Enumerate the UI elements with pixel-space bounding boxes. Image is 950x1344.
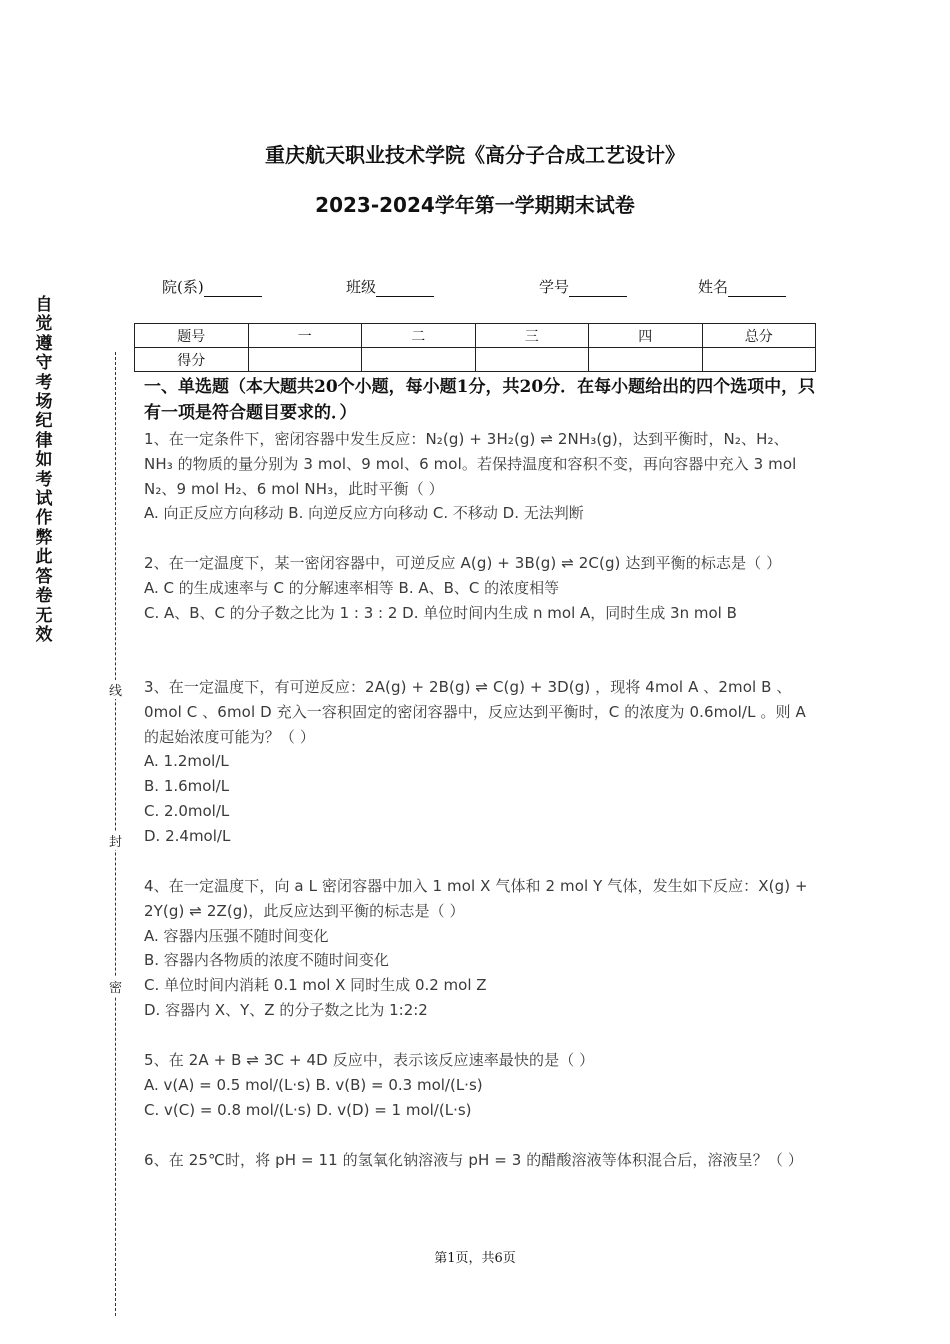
score-table-cell: 二 [362,324,476,348]
question-3 [144,675,816,849]
question-option: B. 容器内各物质的浓度不随时间变化 [144,951,389,970]
question-2 [144,551,816,625]
name-field [698,276,786,297]
question-option: C. A、B、C 的分子数之比为 1 : 3 : 2 D. 单位时间内生成 n mol A，同时生成 3n mol B [144,603,737,622]
student-id-label: 学号 [539,278,570,296]
question-option: A. 1.2mol/L [144,752,229,771]
score-table-cell: 总分 [702,324,816,348]
question-4 [144,874,816,1023]
question-option: B. 1.6mol/L [144,777,230,796]
name-label: 姓名 [698,278,729,296]
binding-mark-line: 线 [107,680,124,699]
question-option: C. v(C) = 0.8 mol/(L·s) D. v(D) = 1 mol/(L·s) [144,1100,472,1119]
score-table-header-row [135,324,816,348]
sidebar-warning: 自觉遵守考场纪律如考试作弊此答卷无效 [35,295,53,645]
name-blank [728,280,786,297]
score-input-cell [702,348,816,372]
score-input-cell [589,348,703,372]
question-stem: 2、在一定温度下，某一密闭容器中，可逆反应 A(g) + 3B(g) ⇌ 2C(g) 达到平衡的标志是（ ） [144,554,782,572]
section-heading: 一、单选题（本大题共20个小题，每小题1分，共20分．在每小题给出的四个选项中，只有一项是符合题目要求的．） [144,377,816,423]
department-field [162,276,262,297]
student-id-field [539,276,627,297]
question-stem: 4、在一定温度下，向 a L 密闭容器中加入 1 mol X 气体和 2 mol Y 气体，发生如下反应：X(g) + 2Y(g) ⇌ 2Z(g)，此反应达到平衡的标志是（ ） [144,877,808,920]
binding-mark-seal: 封 [107,831,124,850]
question-option: C. 2.0mol/L [144,801,230,820]
question-option: A. C 的生成速率与 C 的分解速率相等 B. A、B、C 的浓度相等 [144,578,560,597]
binding-mark-secret: 密 [107,977,124,996]
score-input-cell [248,348,362,372]
question-1 [144,427,816,526]
question-option: A. 容器内压强不随时间变化 [144,926,329,945]
question-stem: 6、在 25℃时，将 pH = 11 的氢氧化钠溶液与 pH = 3 的醋酸溶液等体积混合后，溶液呈？（ ） [144,1151,803,1169]
department-blank [204,280,262,297]
question-stem: 3、在一定温度下，有可逆反应：2A(g) + 2B(g) ⇌ C(g) + 3D(g) ，现将 4mol A 、2mol B 、0mol C 、6mol D 充入一容积固定的密闭容器中，反应达到平衡时，C 的浓度为 0.6mol/L 。则 A 的起始浓度可能为？（ ） [144,678,806,746]
page-number: 第1页，共6页 [434,1251,516,1266]
score-input-cell [475,348,589,372]
class-label: 班级 [346,278,377,296]
class-blank [376,280,434,297]
question-option: A. v(A) = 0.5 mol/(L·s) B. v(B) = 0.3 mol/(L·s) [144,1075,483,1094]
score-table-cell: 一 [248,324,362,348]
exam-title-line1: 重庆航天职业技术学院《高分子合成工艺设计》 [265,143,685,167]
question-5 [144,1048,816,1122]
question-option: C. 单位时间内消耗 0.1 mol X 同时生成 0.2 mol Z [144,976,487,995]
class-field [346,276,434,297]
score-table-cell: 四 [589,324,703,348]
score-table-score-row [135,348,816,372]
question-stem: 1、在一定条件下，密闭容器中发生反应：N₂(g) + 3H₂(g) ⇌ 2NH₃(g)，达到平衡时，N₂、H₂、NH₃ 的物质的量分别为 3 mol、9 mol、6 mol。若保持温度和容积不变，再向容器中充入 3 mol N₂、9 mol H₂、6 mol NH₃，此时平衡（ ） [144,430,797,498]
score-input-cell [362,348,476,372]
student-id-blank [569,280,627,297]
score-table [134,323,816,372]
question-option: A. 向正反应方向移动 B. 向逆反应方向移动 C. 不移动 D. 无法判断 [144,504,584,523]
question-option: D. 容器内 X、Y、Z 的分子数之比为 1:2:2 [144,1000,428,1019]
score-table-cell: 得分 [135,348,249,372]
score-table-cell: 题号 [135,324,249,348]
question-6 [144,1148,816,1173]
question-option: D. 2.4mol/L [144,826,231,845]
score-table-cell: 三 [475,324,589,348]
department-label: 院(系) [162,278,204,296]
question-stem: 5、在 2A + B ⇌ 3C + 4D 反应中，表示该反应速率最快的是（ ） [144,1051,595,1069]
exam-title-line2: 2023-2024学年第一学期期末试卷 [315,193,635,217]
